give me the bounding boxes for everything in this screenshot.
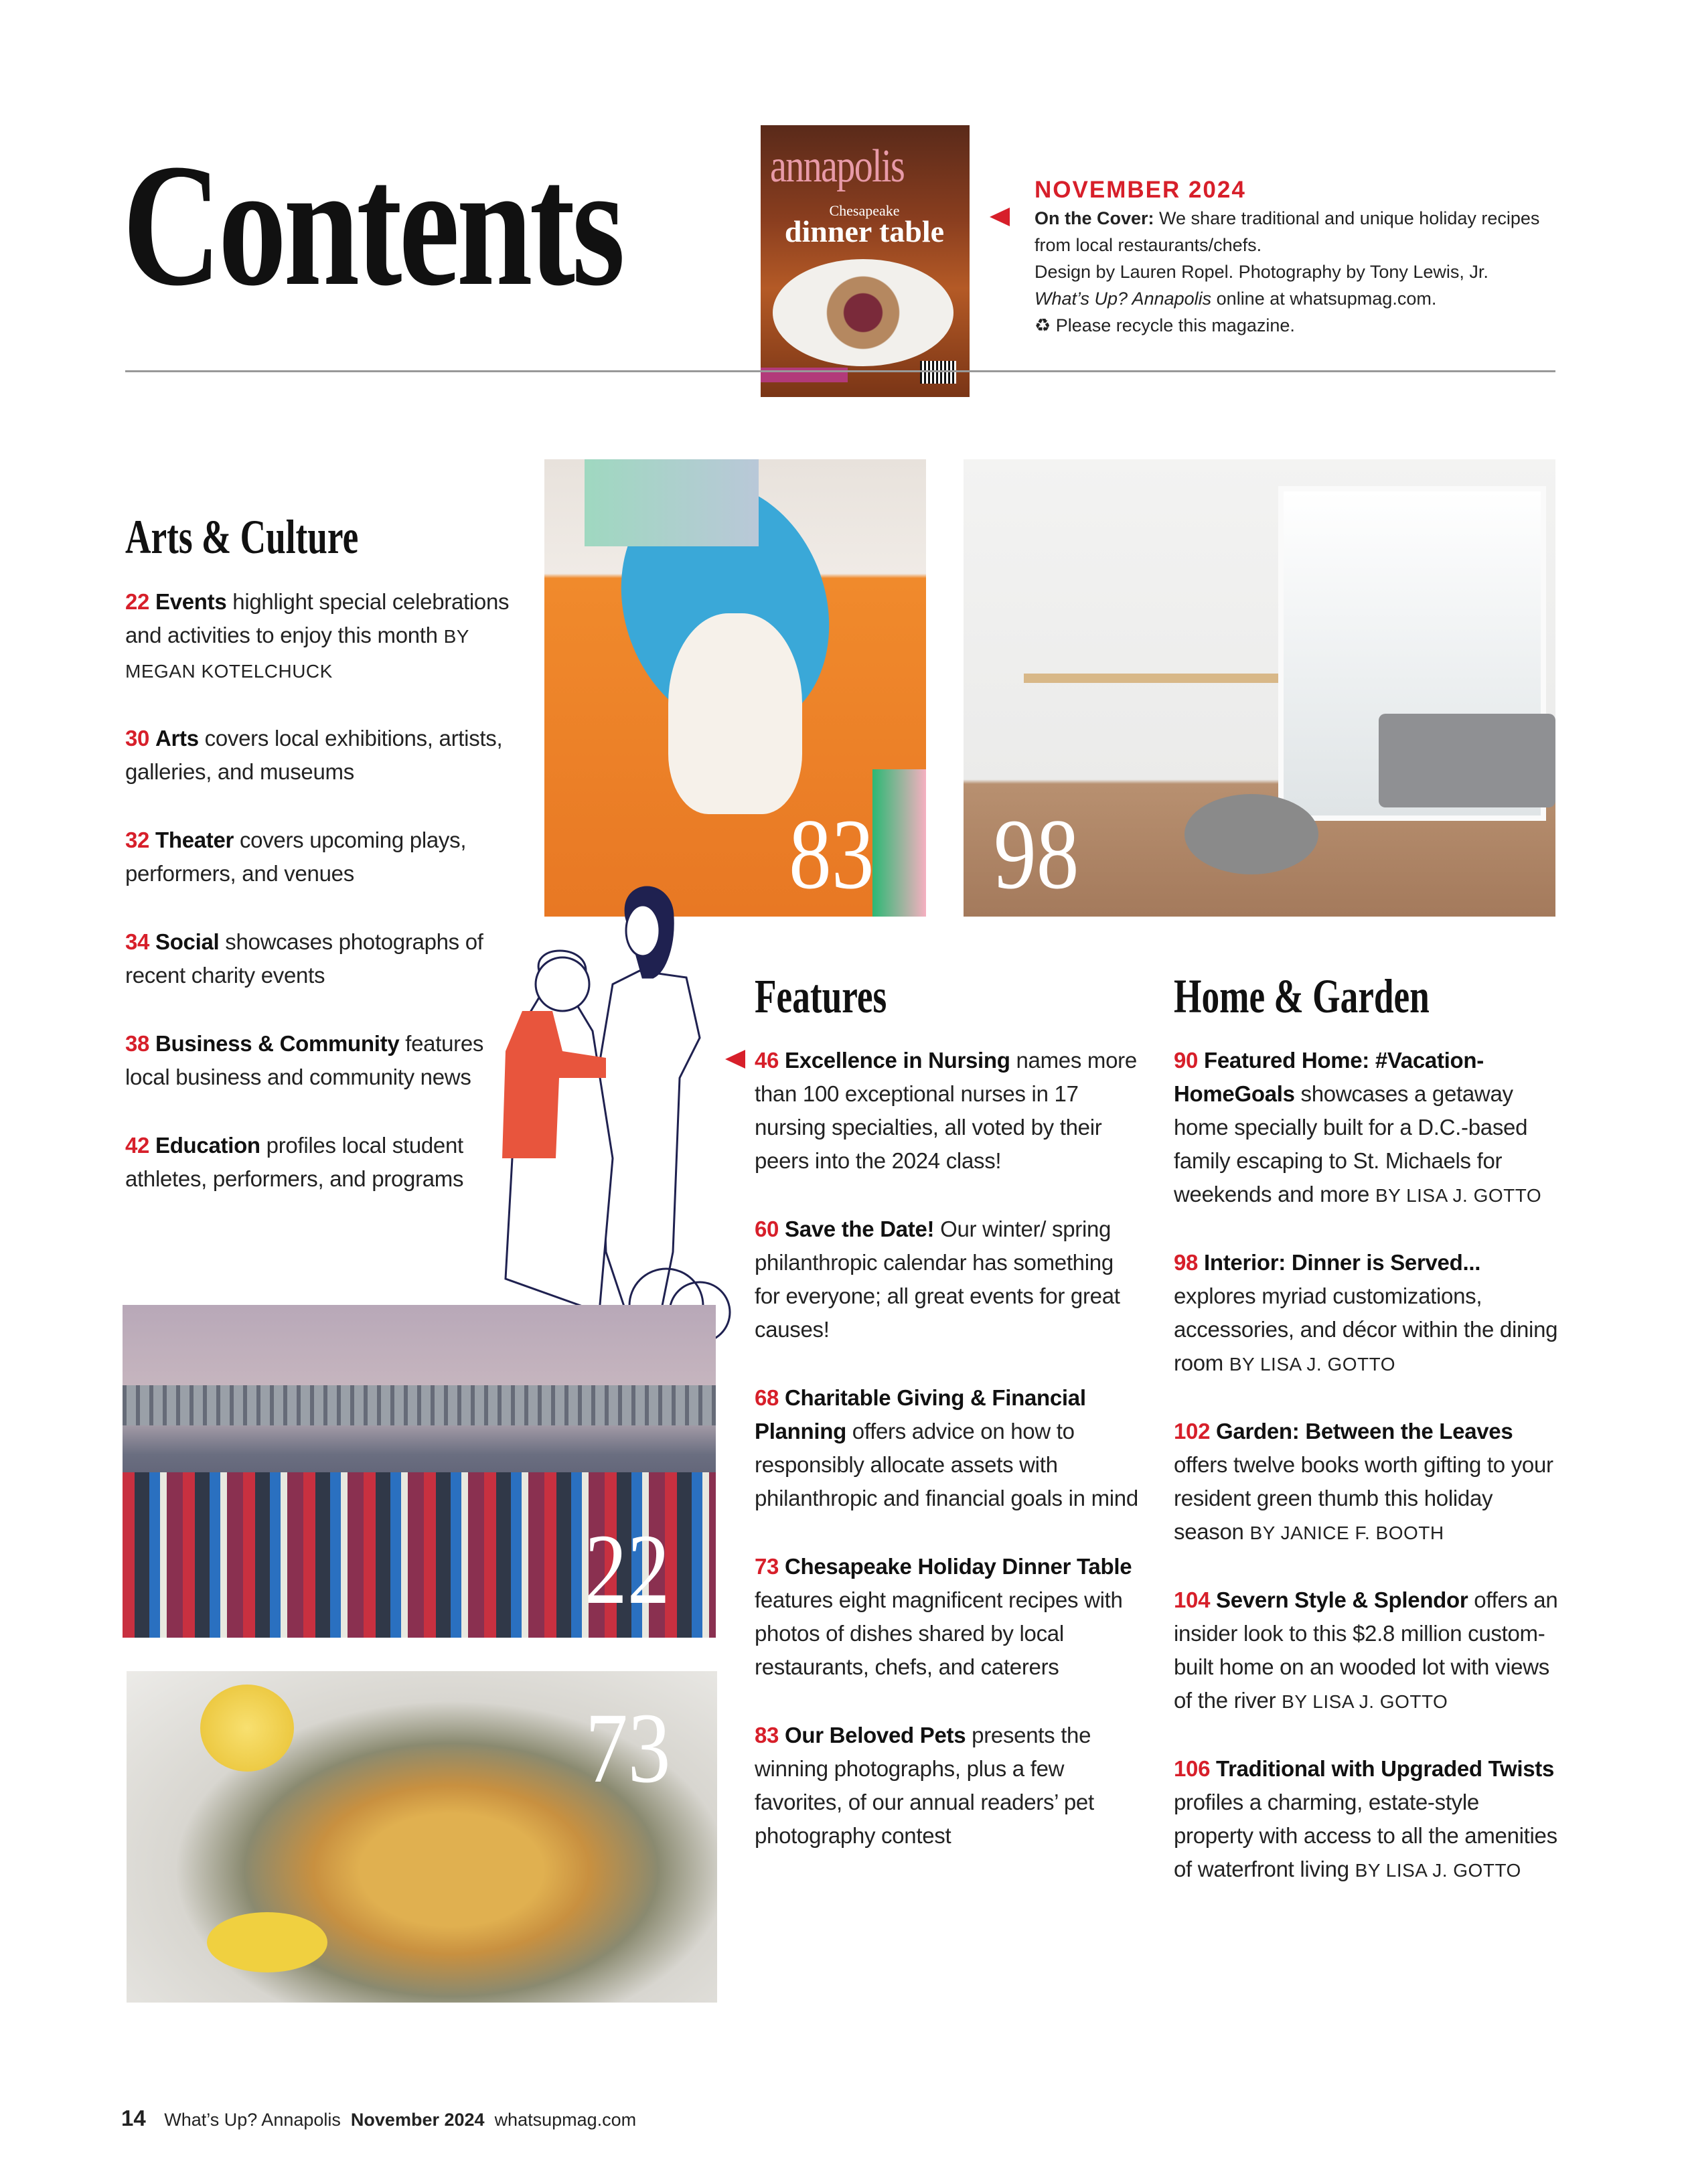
cover-masthead: annapolis xyxy=(770,141,905,192)
page-number: 83 xyxy=(755,1723,779,1747)
entry-byline: BY JANICE F. BOOTH xyxy=(1249,1523,1444,1543)
issue-month: NOVEMBER 2024 xyxy=(1035,177,1246,203)
entry-description: highlight special celebrations and activities to enjoy this month xyxy=(125,589,510,647)
toc-entry[interactable] xyxy=(125,722,514,790)
entry-title: Chesapeake Holiday Dinner Table xyxy=(784,1554,1132,1579)
page-number-98: 98 xyxy=(994,799,1079,910)
online-note: What’s Up? Annapolis online at whatsupmag.com. xyxy=(1035,289,1437,309)
toc-entry[interactable] xyxy=(755,1381,1143,1516)
footer-issue: November 2024 xyxy=(350,2110,485,2130)
nurses-illustration xyxy=(499,877,733,1346)
toc-entry[interactable] xyxy=(1174,1044,1562,1213)
page-number-73: 73 xyxy=(585,1693,671,1804)
entry-description: offers an insider look to this $2.8 million custom-built home on an wooded lot with views of the river xyxy=(1174,1587,1558,1713)
recycle-note: ♻ Please recycle this magazine. xyxy=(1035,315,1295,335)
page-number: 104 xyxy=(1174,1587,1211,1612)
entry-description: profiles local student athletes, performers, and programs xyxy=(125,1133,464,1191)
toc-entry[interactable] xyxy=(1174,1415,1562,1550)
page-number: 22 xyxy=(125,589,150,614)
entry-title: Traditional with Upgraded Twists xyxy=(1216,1756,1555,1781)
entry-description: explores myriad customizations, accessories, and décor within the dining room xyxy=(1174,1283,1558,1375)
footer-site: whatsupmag.com xyxy=(494,2110,637,2130)
entry-description: features eight magnificent recipes with photos of dishes shared by local restaurants, chefs, and caterers xyxy=(755,1587,1123,1679)
page-number: 68 xyxy=(755,1385,779,1410)
entry-description: profiles a charming, estate-style property with access to all the amenities of waterfront living xyxy=(1174,1790,1557,1881)
footer-magazine: What’s Up? Annapolis xyxy=(164,2110,341,2130)
page-number: 106 xyxy=(1174,1756,1211,1781)
entry-byline: BY LISA J. GOTTO xyxy=(1375,1185,1542,1206)
entry-byline: BY LISA J. GOTTO xyxy=(1355,1860,1521,1881)
entry-title: Interior: Dinner is Served... xyxy=(1203,1250,1481,1275)
entry-title: Garden: Between the Leaves xyxy=(1216,1419,1513,1444)
page-number: 30 xyxy=(125,726,150,751)
entry-byline: BY MEGAN KOTELCHUCK xyxy=(125,626,469,682)
toc-entry[interactable] xyxy=(755,1044,1143,1179)
page-number: 98 xyxy=(1174,1250,1199,1275)
cover-thumbnail[interactable] xyxy=(761,125,970,397)
toc-entry[interactable] xyxy=(755,1550,1143,1685)
entry-title: Featured Home: #Vacation-HomeGoals xyxy=(1174,1048,1484,1106)
entry-description: showcases a getaway home specially built for a D.C.-based family escaping to St. Michaels for weekends and more xyxy=(1174,1081,1528,1206)
toc-entry[interactable] xyxy=(1174,1246,1562,1381)
entry-title: Theater xyxy=(155,828,234,852)
entry-title: Business & Community xyxy=(155,1031,400,1056)
toc-entry[interactable] xyxy=(125,824,514,892)
page-title: Contents xyxy=(123,128,622,322)
arts-section xyxy=(125,510,441,564)
race-photo[interactable] xyxy=(123,1305,716,1638)
toc-entry[interactable] xyxy=(125,925,514,994)
toc-entry[interactable] xyxy=(755,1719,1143,1854)
entry-description: showcases photographs of recent charity events xyxy=(125,929,483,988)
entry-title: Severn Style & Splendor xyxy=(1216,1587,1468,1612)
section-heading-arts: Arts & Culture xyxy=(125,510,359,564)
toc-entry[interactable] xyxy=(125,1027,514,1095)
cover-headline: Chesapeake dinner table xyxy=(784,202,945,248)
pets-photo[interactable] xyxy=(544,459,926,917)
page-number: 73 xyxy=(755,1554,779,1579)
entry-title: Our Beloved Pets xyxy=(784,1723,966,1747)
barcode xyxy=(920,361,956,384)
page-number: 42 xyxy=(125,1133,150,1158)
cover-info xyxy=(1035,175,1543,339)
entry-description: names more than 100 exceptional nurses in 17 nursing specialties, all voted by their peers into the 2024 class! xyxy=(755,1048,1137,1173)
on-cover-text: On the Cover: We share traditional and unique holiday recipes from local restaurants/chefs. xyxy=(1035,208,1540,255)
home-garden-list xyxy=(1174,1044,1562,1921)
features-list xyxy=(755,1044,1143,1887)
entry-description: covers local exhibitions, artists, galleries, and museums xyxy=(125,726,503,784)
entry-title: Events xyxy=(155,589,227,614)
entry-title: Charitable Giving & Financial Planning xyxy=(755,1385,1086,1444)
footer xyxy=(121,2106,636,2131)
pointer-arrow-icon xyxy=(990,208,1010,226)
entry-title: Excellence in Nursing xyxy=(784,1048,1010,1073)
entry-description: offers twelve books worth gifting to your resident green thumb this holiday season xyxy=(1174,1452,1553,1544)
entry-description: features local business and community news xyxy=(125,1031,484,1089)
section-heading-home-garden: Home & Garden xyxy=(1174,969,1430,1023)
toc-entry[interactable] xyxy=(125,585,514,688)
page-number-22: 22 xyxy=(585,1514,670,1625)
entry-title: Save the Date! xyxy=(784,1217,935,1241)
toc-entry[interactable] xyxy=(1174,1583,1562,1719)
entry-title: Social xyxy=(155,929,220,954)
pointer-arrow-icon xyxy=(725,1050,745,1069)
entry-byline: BY LISA J. GOTTO xyxy=(1282,1691,1448,1712)
page-number: 60 xyxy=(755,1217,779,1241)
recycle-icon: ♻ xyxy=(1035,315,1051,335)
cover-plate-image xyxy=(773,259,953,366)
entry-byline: BY LISA J. GOTTO xyxy=(1229,1354,1396,1375)
page-number: 90 xyxy=(1174,1048,1199,1073)
entry-description: offers advice on how to responsibly allocate assets with philanthropic and financial goals in mind xyxy=(755,1419,1138,1510)
page-number: 46 xyxy=(755,1048,779,1073)
toc-entry[interactable] xyxy=(1174,1752,1562,1887)
interior-photo[interactable] xyxy=(964,459,1555,917)
page-number: 34 xyxy=(125,929,150,954)
divider xyxy=(125,370,1555,372)
entry-description: Our winter/ spring philanthropic calendar has something for everyone; all great events for great causes! xyxy=(755,1217,1120,1342)
entry-title: Arts xyxy=(155,726,199,751)
page-number: 14 xyxy=(121,2106,146,2130)
toc-entry[interactable] xyxy=(125,1129,514,1197)
page-number: 102 xyxy=(1174,1419,1211,1444)
page-number: 38 xyxy=(125,1031,150,1056)
entry-title: Education xyxy=(155,1133,260,1158)
credits: Design by Lauren Ropel. Photography by Tony Lewis, Jr. xyxy=(1035,262,1488,282)
arts-list xyxy=(125,585,514,1231)
page-number-83: 83 xyxy=(789,799,874,910)
entry-description: covers upcoming plays, performers, and venues xyxy=(125,828,467,886)
oyster-photo[interactable] xyxy=(127,1671,717,2003)
page-number: 32 xyxy=(125,828,150,852)
section-heading-features: Features xyxy=(755,969,887,1023)
entry-description: presents the winning photographs, plus a few favorites, of our annual readers’ pet photography contest xyxy=(755,1723,1094,1848)
toc-entry[interactable] xyxy=(755,1213,1143,1348)
